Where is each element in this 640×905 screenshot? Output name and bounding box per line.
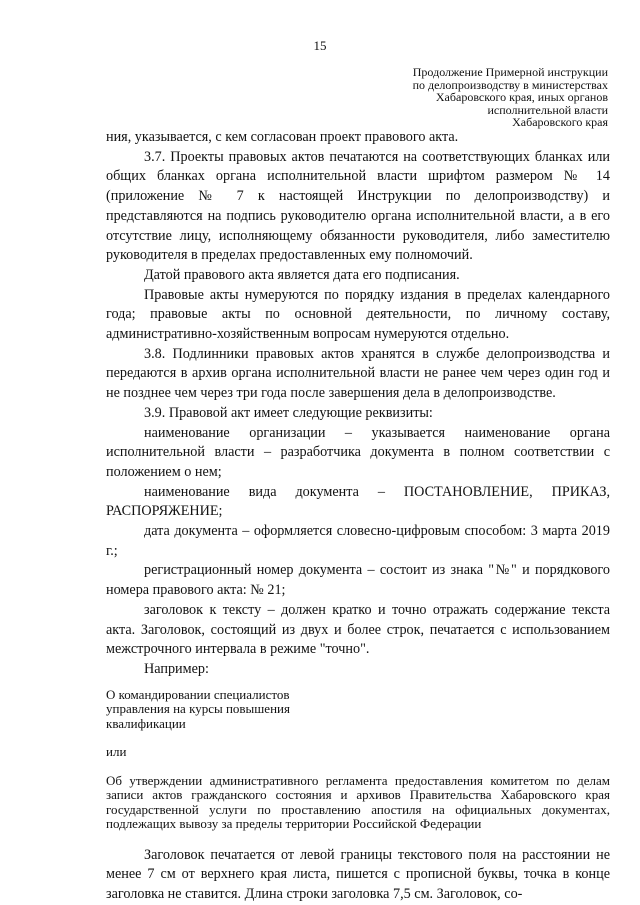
paragraph-3-8: 3.8. Подлинники правовых актов хранятся в службе делопроизводства и передаются в архив органа исполнительной власти не ранее чем через один год и не позднее чем через три года после завершения дела в делопроизводстве.	[106, 345, 610, 402]
requisite-title: заголовок к тексту – должен кратко и точно отражать содержание текста акта. Заголовок, состоящий из двух и более строк, печатается с использованием межстрочного интервала в режиме "точно".	[106, 601, 610, 658]
paragraph: Правовые акты нумеруются по порядку издания в пределах календарного года; правовые акты по основной деятельности, по личному составу, административно-хозяйственным вопросам нумеруются отдельно.	[106, 286, 610, 343]
header-line: Продолжение Примерной инструкции	[412, 65, 608, 79]
example-intro: Например:	[144, 660, 209, 677]
continuation-header	[380, 66, 608, 129]
paragraph: Заголовок печатается от левой границы текстового поля на расстоянии не менее 7 см от верхнего края листа, пишется с прописной буквы, точка в конце заголовка не ставится. Длина строки заголовка 7,5 см. Заголовок, со-	[106, 846, 610, 903]
header-line: Хабаровского края	[512, 115, 608, 129]
requisite-organization: наименование организации – указывается наименование органа исполнительной власти – разработчика документа в полном соответствии с положением о нем;	[106, 424, 610, 480]
example-line: О командировании специалистов	[106, 686, 290, 702]
or-word: или	[106, 744, 127, 760]
header-line: исполнительной власти	[487, 102, 608, 117]
document-body	[106, 128, 610, 905]
paragraph-3-9: 3.9. Правовой акт имеет следующие реквизиты:	[144, 404, 433, 421]
requisite-reg-number: регистрационный номер документа – состоит из знака "№" и порядкового номера правового акта: № 21;	[106, 562, 610, 599]
page-number: 15	[313, 38, 327, 53]
example-line: квалификации	[106, 715, 186, 731]
example-title-2: Об утверждении административного регламента предоставления комитетом по делам записи актов гражданского состояния и архивов Правительства Хабаровского края государственной услуги по проставлению апостиля на официальных документах, подлежащих вывозу за пределы территории Российской Федерации	[106, 772, 610, 832]
requisite-doc-type: наименование вида документа – ПОСТАНОВЛЕНИЕ, ПРИКАЗ, РАСПОРЯЖЕНИЕ;	[106, 483, 610, 520]
paragraph: Датой правового акта является дата его подписания.	[144, 266, 460, 283]
paragraph-3-7: 3.7. Проекты правовых актов печатаются на соответствующих бланках или общих бланках органа исполнительной власти шрифтом размером № 14 (приложение № 7 к настоящей Инструкции по делопроизводству) и представляются на подпись руководителю органа исполнительной власти, а в его отсутствие лицу, исполняющему обязанности руководителя, либо заместителю руководителя в пределах предоставленных ему полномочий.	[106, 148, 610, 264]
example-title-1	[106, 688, 610, 732]
requisite-date: дата документа – оформляется словесно-цифровым способом: 3 марта 2019 г.;	[106, 523, 610, 559]
header-line: Хабаровского края, иных органов	[435, 90, 608, 104]
example-line: управления на курсы повышения	[106, 701, 290, 717]
header-line: по делопроизводству в министерствах	[412, 77, 608, 92]
paragraph: ния, указывается, с кем согласован проект правового акта.	[106, 129, 459, 145]
